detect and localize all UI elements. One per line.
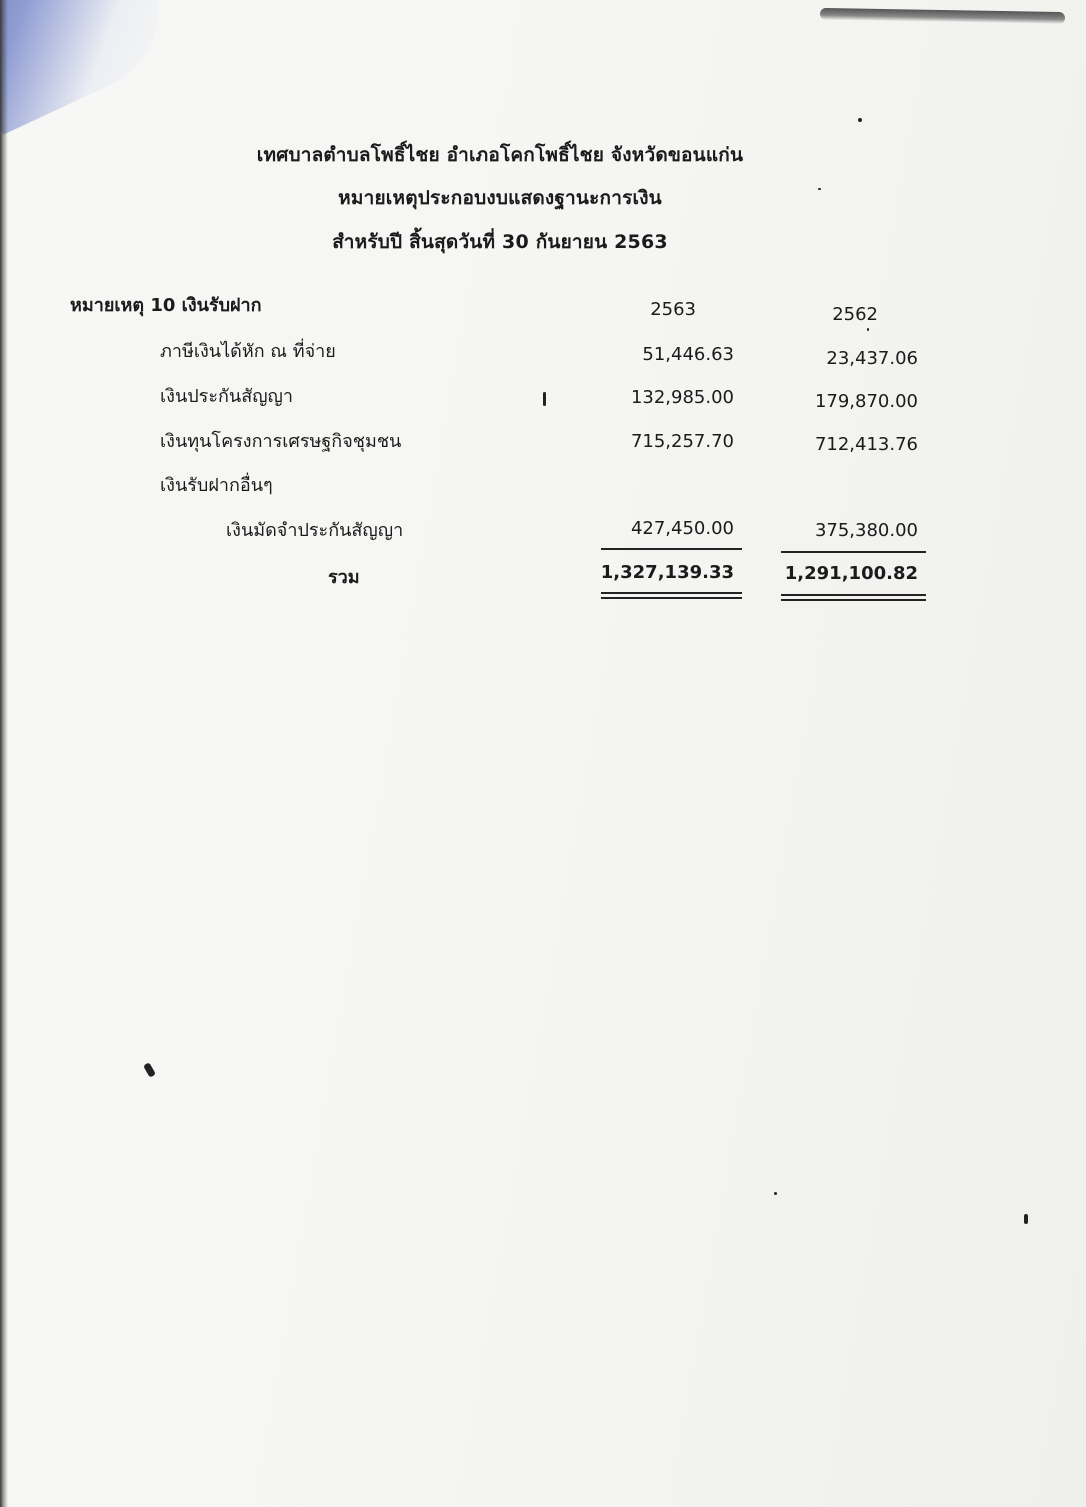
total-double-rule-current <box>601 592 742 594</box>
scan-speck <box>143 1062 156 1078</box>
row-value-prior: 712,413.76 <box>814 434 918 455</box>
row-value-current: 51,446.63 <box>642 344 734 365</box>
scan-speck <box>858 118 862 122</box>
note-title: หมายเหตุ 10 เงินรับฝาก <box>70 295 262 316</box>
column-header-prior-year: 2562 <box>832 304 878 325</box>
page-corner-shadow <box>0 0 184 135</box>
row-label: เงินมัดจำประกันสัญญา <box>226 520 404 541</box>
total-double-rule-prior <box>781 594 926 596</box>
row-value-prior: 23,437.06 <box>826 348 918 369</box>
row-value-prior: 375,380.00 <box>814 520 918 541</box>
scan-speck <box>867 328 869 331</box>
row-value-current: 132,985.00 <box>630 387 734 408</box>
row-label: เงินทุนโครงการเศรษฐกิจชุมชน <box>160 431 402 452</box>
row-value-current: 427,450.00 <box>630 518 734 539</box>
scan-speck <box>543 392 546 406</box>
period-title: สำหรับปี สิ้นสุดวันที่ 30 กันยายน 2563 <box>332 231 668 253</box>
total-value-prior: 1,291,100.82 <box>784 563 918 584</box>
subtotal-rule-current <box>601 548 742 550</box>
column-header-current-year: 2563 <box>650 299 696 320</box>
org-title: เทศบาลตำบลโพธิ์ไชย อำเภอโคกโพธิ์ไชย จังหวัดขอนแก่น <box>256 144 744 166</box>
total-double-rule-current <box>601 597 742 599</box>
row-value-prior: 179,870.00 <box>814 391 918 412</box>
scan-speck <box>774 1192 777 1195</box>
row-label: เงินประกันสัญญา <box>160 386 293 407</box>
total-value-current: 1,327,139.33 <box>600 562 734 583</box>
row-label: เงินรับฝากอื่นๆ <box>160 475 273 496</box>
row-value-current: 715,257.70 <box>630 431 734 452</box>
document-title: หมายเหตุประกอบงบแสดงฐานะการเงิน <box>338 187 662 209</box>
scan-artifact-mark <box>820 8 1065 24</box>
subtotal-rule-prior <box>781 551 926 553</box>
total-double-rule-prior <box>781 599 926 601</box>
scan-speck <box>1024 1214 1028 1224</box>
row-label: ภาษีเงินได้หัก ณ ที่จ่าย <box>160 341 336 362</box>
total-label: รวม <box>328 567 360 588</box>
